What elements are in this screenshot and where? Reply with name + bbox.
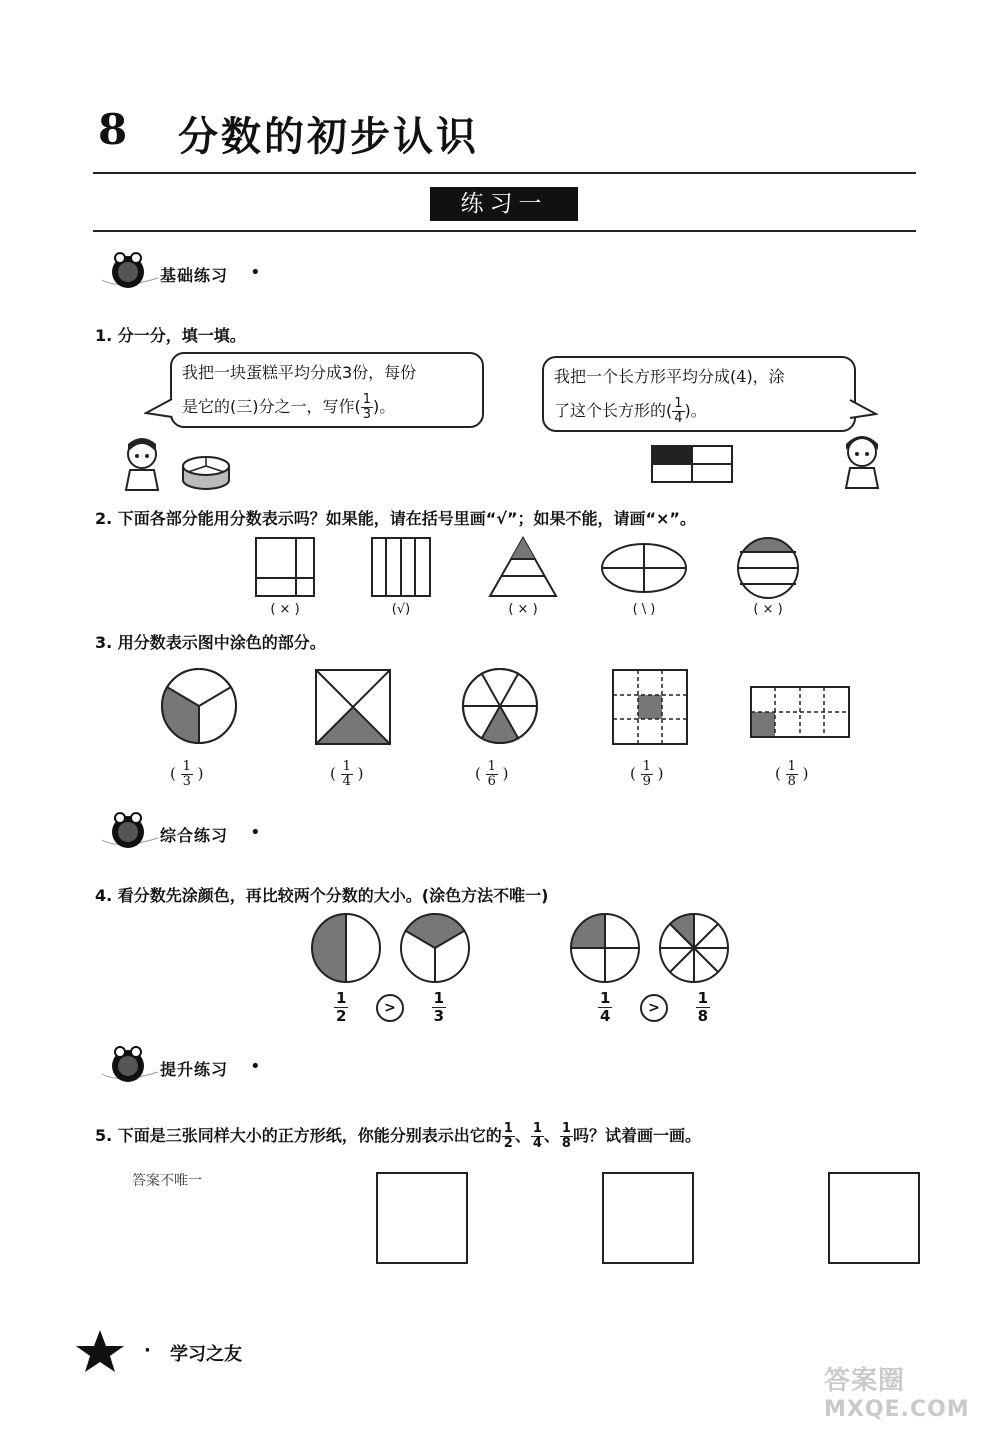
q2-answer-3: ( × ) <box>508 602 538 617</box>
q3-frac-4 <box>641 760 653 789</box>
q3-circle-thirds <box>162 669 236 743</box>
q2-shape-circle-bands <box>736 536 800 598</box>
section-dot: • <box>250 262 261 283</box>
frac-num: 1 <box>503 1121 513 1136</box>
frac-num: 1 <box>487 759 496 774</box>
q1-right-text-d: )。 <box>684 401 707 420</box>
q3-frac-2 <box>341 760 353 789</box>
chapter-title: 分数的初步认识 <box>178 114 479 160</box>
exercise-banner: 练习一 <box>430 187 578 221</box>
q2-answer-4: ( \ ) <box>632 602 656 617</box>
q4-frac-a2 <box>598 990 612 1025</box>
q1-right-text-b: )，涂 <box>746 367 785 386</box>
q3-rect-eighths <box>751 687 849 737</box>
q1-left-bubble <box>170 352 484 428</box>
q5-square-3 <box>828 1172 920 1264</box>
q2-shapes <box>240 532 820 602</box>
top-rule <box>93 172 916 174</box>
rectangle-quarter-shaded <box>650 444 734 484</box>
frac-num: 1 <box>674 396 683 411</box>
cake-icon <box>180 452 232 492</box>
bubble-tail-right-icon <box>848 396 878 426</box>
q1-right-answer: 4 <box>736 367 747 386</box>
clock-mascot-icon <box>100 250 160 294</box>
section-dot: • <box>250 1056 261 1077</box>
q3-answer-4: ( $\frac{1}{9}$ ) <box>630 759 664 789</box>
q3-frac-1 <box>181 760 193 789</box>
q5-square-1 <box>376 1172 468 1264</box>
q5-frac-3 <box>560 1122 573 1151</box>
q3-circle-sixths <box>463 669 537 743</box>
watermark-line2: MXQE.COM <box>824 1397 970 1422</box>
frac-den: 3 <box>433 1007 445 1025</box>
section-advanced: 提升练习 <box>160 1060 229 1079</box>
q5-prompt-b: 吗？试着画一画。 <box>572 1126 701 1145</box>
q3-shapes <box>150 666 860 750</box>
frac-num: 1 <box>642 759 651 774</box>
q5-square-2 <box>602 1172 694 1264</box>
q1-left-text-b: )分之一，写作( <box>252 397 361 416</box>
frac-num: 1 <box>342 759 351 774</box>
section-comprehensive: 综合练习 <box>160 826 229 845</box>
frac-num: 1 <box>561 1121 571 1136</box>
q3-answer-2: ( $\frac{1}{4}$ ) <box>330 759 364 789</box>
q2-shape-square-uneven <box>256 538 314 596</box>
q3-frac-3 <box>486 760 498 789</box>
q5-frac-2 <box>531 1122 544 1151</box>
q5-note: 答案不唯一 <box>132 1173 202 1189</box>
frac-den: 8 <box>787 774 796 789</box>
clock-mascot-icon <box>100 1044 160 1088</box>
q3-answer-5: ( $\frac{1}{8}$ ) <box>775 759 809 789</box>
q2-answer-1: ( × ) <box>270 602 300 617</box>
q1-right-fraction <box>672 397 684 426</box>
boy-illustration-icon <box>838 434 888 490</box>
frac-den: 9 <box>642 774 651 789</box>
q4-sign-2: > <box>640 994 668 1022</box>
q2-shape-ellipse <box>602 544 686 592</box>
q1-prompt: 1. 分一分，填一填。 <box>95 326 246 345</box>
q4-frac-b2 <box>696 990 710 1025</box>
q2-answer-5: ( × ) <box>753 602 783 617</box>
q3-frac-5 <box>786 760 798 789</box>
frac-num: 1 <box>336 989 347 1007</box>
q5-prompt: 5. 下面是三张同样大小的正方形纸，你能分别表示出它的 $\frac{1}{2}$ 、 $\frac{1}{4}$ 、 $\frac{1}{8}$ 吗？试着画一画。 <box>95 1121 701 1151</box>
q1-left-text-a: 是它的( <box>182 397 237 416</box>
frac-den: 6 <box>487 774 496 789</box>
q5-prompt-a: 5. 下面是三张同样大小的正方形纸，你能分别表示出它的 <box>95 1126 502 1145</box>
frac-den: 4 <box>342 774 351 789</box>
q1-left-fraction <box>361 393 373 422</box>
q4-sign-1: > <box>376 994 404 1022</box>
q1-right-line1 <box>554 360 844 394</box>
q4-circle-eighth <box>660 914 728 982</box>
q5-frac-1 <box>502 1122 515 1151</box>
frac-den: 4 <box>600 1007 611 1025</box>
section-dot: • <box>250 822 261 843</box>
bubble-tail-left-icon <box>144 395 174 425</box>
watermark-logo <box>824 1360 970 1422</box>
q1-right-text-c: 了这个长方形的( <box>554 401 673 420</box>
frac-num: 1 <box>362 392 372 407</box>
q1-left-line2 <box>182 390 472 424</box>
footer-brand: 学习之友 <box>170 1344 242 1365</box>
frac-num: 1 <box>532 1121 542 1136</box>
q1-right-line2 <box>554 394 844 428</box>
q1-left-answer: 三 <box>236 397 253 416</box>
chapter-number: 8 <box>98 105 128 154</box>
girl-illustration-icon <box>118 436 168 492</box>
frac-den: 3 <box>362 407 372 422</box>
footer-bullet: · <box>144 1340 151 1361</box>
q1-left-line1: 我把一块蛋糕平均分成3份，每份 <box>182 363 417 382</box>
q3-square-quarters <box>316 670 390 744</box>
frac-num: 1 <box>697 989 709 1007</box>
q1-left-text-c: )。 <box>373 397 396 416</box>
frac-num: 1 <box>600 989 611 1007</box>
q2-shape-four-strips <box>372 538 430 596</box>
frac-den: 4 <box>674 411 683 426</box>
frac-den: 8 <box>697 1007 709 1025</box>
q3-prompt: 3. 用分数表示图中涂色的部分。 <box>95 633 326 652</box>
q2-answer-2: (√) <box>391 602 411 617</box>
section-basic: 基础练习 <box>160 266 229 285</box>
q3-square-ninths <box>613 670 687 744</box>
q3-answer-1: ( $\frac{1}{3}$ ) <box>170 759 204 789</box>
q4-circle-third <box>401 914 469 982</box>
q1-right-bubble <box>542 356 856 432</box>
clock-mascot-icon <box>100 810 160 854</box>
q2-prompt: 2. 下面各部分能用分数表示吗？如果能，请在括号里画“√”；如果不能，请画“×”。 <box>95 509 696 528</box>
bottom-rule <box>93 230 916 232</box>
frac-num: 1 <box>787 759 796 774</box>
frac-den: 3 <box>182 774 191 789</box>
frac-den: 2 <box>336 1007 347 1025</box>
q4-circles <box>300 908 740 988</box>
q4-prompt: 4. 看分数先涂颜色，再比较两个分数的大小。(涂色方法不唯一) <box>95 886 549 905</box>
frac-den: 2 <box>503 1136 513 1151</box>
q1-right-text-a: 我把一个长方形平均分成( <box>554 367 737 386</box>
frac-den: 8 <box>561 1136 571 1151</box>
frac-num: 1 <box>182 759 191 774</box>
q4-compare-2 <box>598 990 738 1025</box>
q4-circle-half <box>312 914 380 982</box>
frac-den: 4 <box>532 1136 542 1151</box>
watermark-line1: 答案圈 <box>824 1366 906 1396</box>
q2-shape-triangle <box>490 538 556 596</box>
star-icon <box>74 1328 126 1374</box>
q4-frac-a1 <box>334 990 348 1025</box>
frac-num: 1 <box>433 989 445 1007</box>
q4-frac-b1 <box>432 990 446 1025</box>
q3-answer-3: ( $\frac{1}{6}$ ) <box>475 759 509 789</box>
q4-compare-1 <box>334 990 474 1025</box>
q4-circle-quarter <box>571 914 639 982</box>
